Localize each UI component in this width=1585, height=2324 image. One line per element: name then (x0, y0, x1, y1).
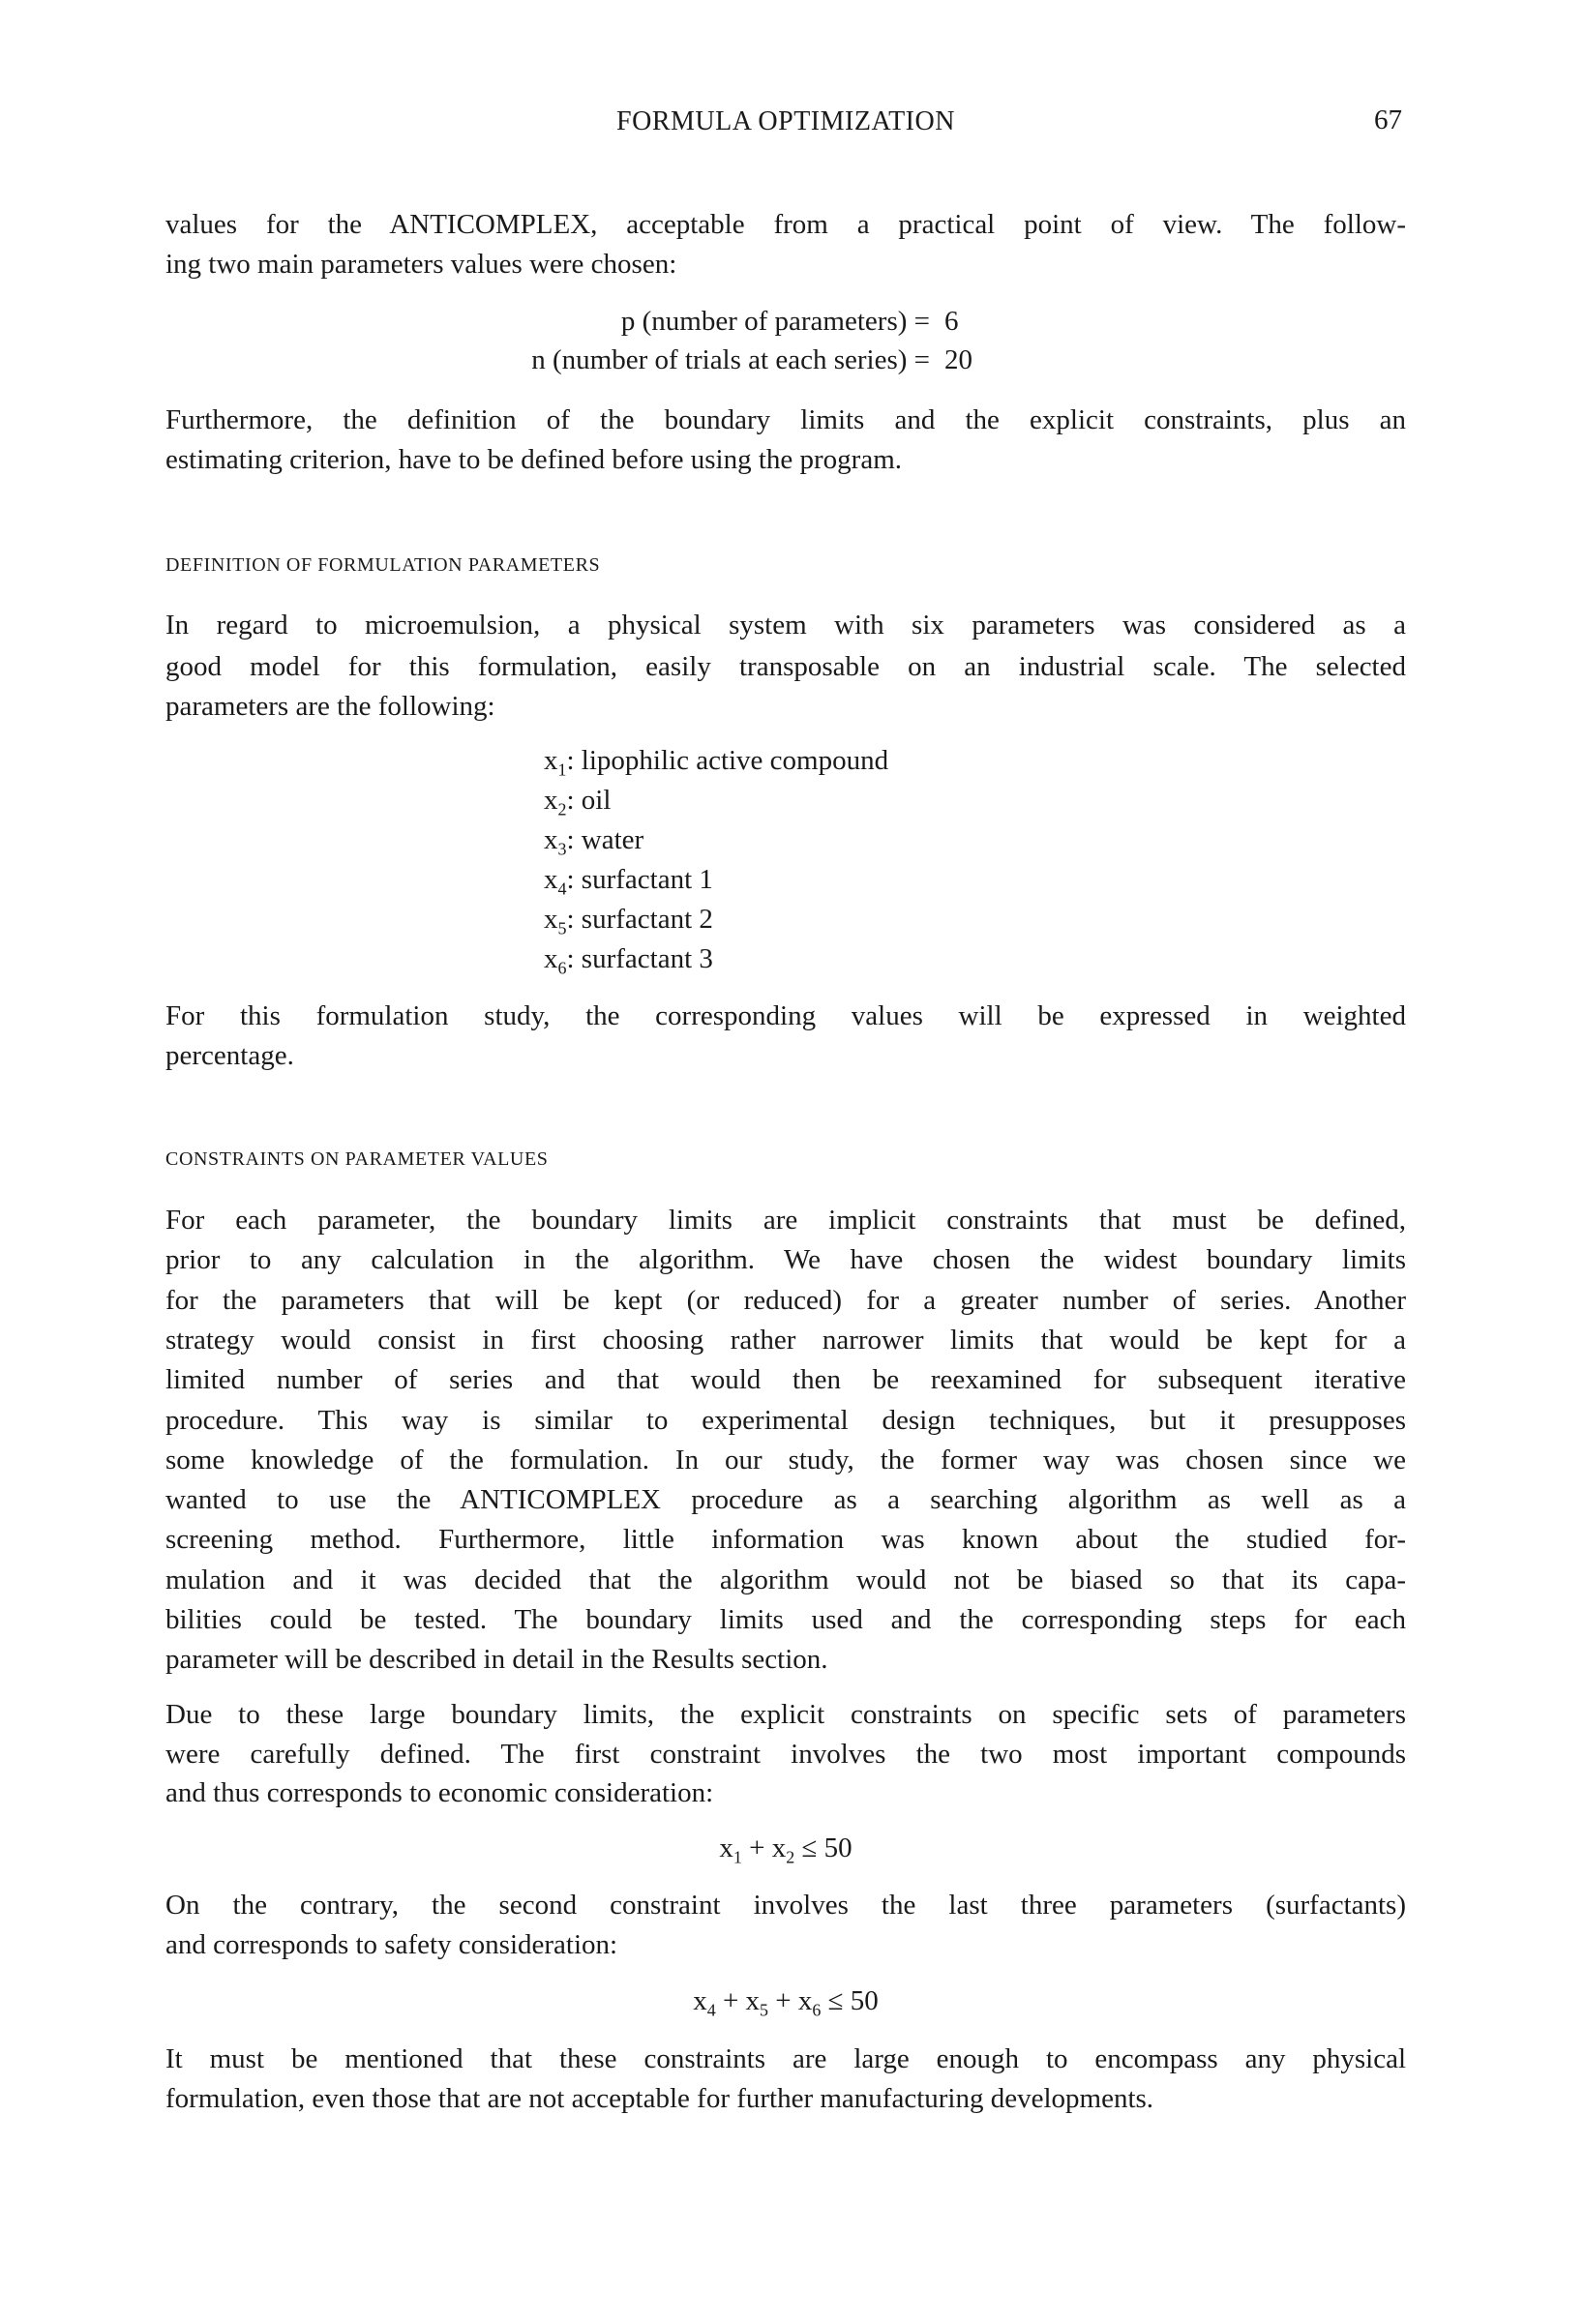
variable: $x_6$ (797, 1985, 822, 2020)
parameter-description: : surfactant 1 (566, 864, 713, 895)
parameter-item (544, 743, 888, 778)
parameter-variable: $x_1$ (544, 745, 567, 780)
text-line: Furthermore, the definition of the boundary limits and the explicit constraints, plus an (165, 404, 1406, 435)
parameter-description: : oil (566, 785, 612, 816)
equation-lhs: n (number of trials at each series) (531, 344, 908, 375)
text-line: and corresponds to safety consideration: (165, 1929, 618, 1960)
text-line: limited number of series and that would then be reexamined for subsequent iterative (165, 1364, 1406, 1396)
parameter-variable: $x_6$ (544, 943, 567, 978)
section-heading: CONSTRAINTS ON PARAMETER VALUES (165, 1148, 549, 1170)
text-line: values for the ANTICOMPLEX, acceptable from a practical point of view. The follow- (165, 209, 1406, 240)
variable: $x_2$ (771, 1832, 795, 1867)
text-line: mulation and it was decided that the algorithm would not be biased so that its capa- (165, 1564, 1406, 1595)
equation-n-value: 20 (944, 344, 972, 375)
text-line: ing two main parameters values were chosen: (165, 249, 677, 280)
parameter-item (544, 902, 713, 937)
text-line: good model for this formulation, easily transposable on an industrial scale. The selected (165, 651, 1406, 682)
text-line: wanted to use the ANTICOMPLEX procedure as a searching algorithm as well as a (165, 1484, 1406, 1516)
parameter-description: : water (566, 824, 644, 855)
constraint-safety (165, 1983, 1406, 2018)
equation-op: = (913, 344, 930, 375)
relation: ≤ 50 (794, 1832, 852, 1863)
equation-lhs: p (number of parameters) (620, 306, 908, 337)
text-line: for the parameters that will be kept (or reduced) for a greater number of series. Another (165, 1284, 1406, 1316)
equation-p-value: 6 (944, 306, 959, 337)
text-line: percentage. (165, 1040, 294, 1071)
variable: $x_1$ (719, 1832, 742, 1867)
parameter-variable: $x_5$ (544, 904, 567, 939)
parameter-item (544, 862, 713, 897)
parameter-item (544, 941, 713, 976)
constraint-economic (165, 1831, 1406, 1865)
page-number: 67 (1374, 104, 1402, 135)
text-line: some knowledge of the formulation. In our study, the former way was chosen since we (165, 1444, 1406, 1475)
text-line: strategy would consist in first choosing rather narrower limits that would be kept for a (165, 1324, 1406, 1356)
running-title: FORMULA OPTIMIZATION (616, 106, 955, 136)
text-line: and thus corresponds to economic consideration: (165, 1777, 714, 1808)
text-line: For each parameter, the boundary limits are implicit constraints that must be defined, (165, 1205, 1406, 1236)
text-line: prior to any calculation in the algorithm. We have chosen the widest boundary limits (165, 1244, 1406, 1276)
equation-op: = (913, 306, 930, 337)
plus-operator: + (768, 1985, 798, 2016)
parameter-variable: $x_3$ (544, 824, 567, 859)
text-line: procedure. This way is similar to experimental design techniques, but it presupposes (165, 1404, 1406, 1436)
equation-n (165, 343, 930, 377)
text-line: On the contrary, the second constraint involves the last three parameters (surfactants) (165, 1890, 1406, 1921)
text-line: bilities could be tested. The boundary limits used and the corresponding steps for each (165, 1604, 1406, 1635)
parameter-description: : lipophilic active compound (566, 745, 889, 776)
text-line: Due to these large boundary limits, the explicit constraints on specific sets of parameters (165, 1699, 1406, 1730)
text-line: were carefully defined. The first constraint involves the two most important compounds (165, 1738, 1406, 1770)
variable: $x_4$ (693, 1985, 716, 2020)
equation-p (165, 304, 930, 339)
parameter-variable: $x_2$ (544, 785, 567, 819)
text-line: In regard to microemulsion, a physical system with six parameters was considered as a (165, 610, 1406, 641)
parameter-description: : surfactant 3 (566, 943, 713, 974)
plus-operator: + (715, 1985, 746, 2016)
text-line: For this formulation study, the corresponding values will be expressed in weighted (165, 1000, 1406, 1031)
parameter-variable: $x_4$ (544, 864, 567, 899)
text-line: estimating criterion, have to be defined before using the program. (165, 444, 902, 475)
section-heading: DEFINITION OF FORMULATION PARAMETERS (165, 554, 601, 576)
parameter-item (544, 822, 643, 857)
variable: $x_5$ (745, 1985, 769, 2020)
relation: ≤ 50 (821, 1985, 879, 2016)
text-line: parameters are the following: (165, 691, 495, 722)
text-line: formulation, even those that are not acceptable for further manufacturing developments. (165, 2083, 1154, 2114)
text-line: screening method. Furthermore, little information was known about the studied for- (165, 1524, 1406, 1556)
parameter-item (544, 783, 611, 818)
text-line: parameter will be described in detail in the Results section. (165, 1644, 828, 1676)
text-line: It must be mentioned that these constraints are large enough to encompass any physical (165, 2043, 1406, 2074)
plus-operator: + (741, 1832, 772, 1863)
parameter-description: : surfactant 2 (566, 904, 713, 935)
